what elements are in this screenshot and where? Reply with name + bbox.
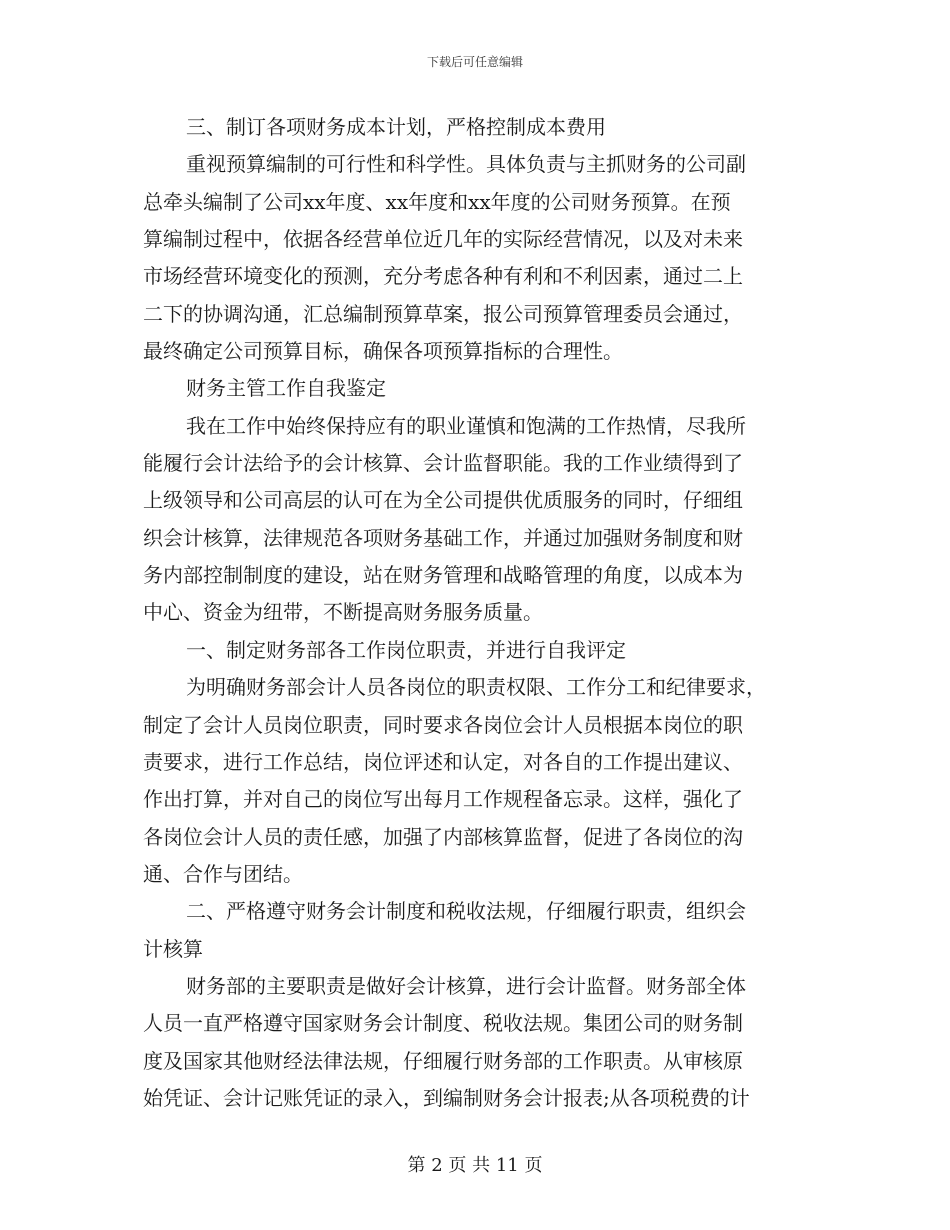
paragraph-line: 制定了会计人员岗位职责，同时要求各岗位会计人员根据本岗位的职 xyxy=(143,712,743,737)
paragraph-line: 为明确财务部会计人员各岗位的职责权限、工作分工和纪律要求， xyxy=(186,675,766,700)
page-header-note: 下载后可任意编辑 xyxy=(426,55,523,69)
section-heading: 一、制定财务部各工作岗位职责，并进行自我评定 xyxy=(186,637,626,662)
paragraph-line: 重视预算编制的可行性和科学性。具体负责与主抓财务的公司副 xyxy=(186,152,746,177)
paragraph-line: 始凭证、会计记账凭证的录入，到编制财务会计报表;从各项税费的计 xyxy=(143,1085,750,1110)
paragraph-line: 中心、资金为纽带，不断提高财务服务质量。 xyxy=(143,600,543,625)
section-heading: 三、制订各项财务成本计划，严格控制成本费用 xyxy=(186,115,606,139)
page-number: 第 2 页 共 11 页 xyxy=(407,1155,543,1176)
paragraph-line: 织会计核算，法律规范各项财务基础工作，并通过加强财务制度和财 xyxy=(143,525,743,550)
section-heading-continued: 计核算 xyxy=(143,936,203,961)
paragraph-line: 作出打算，并对自己的岗位写出每月工作规程备忘录。这样，强化了 xyxy=(143,787,743,812)
paragraph-line: 算编制过程中，依据各经营单位近几年的实际经营情况，以及对未来 xyxy=(143,227,743,252)
paragraph-line: 人员一直严格遵守国家财务会计制度、税收法规。集团公司的财务制 xyxy=(143,1011,743,1036)
section-heading: 二、严格遵守财务会计制度和税收法规，仔细履行职责，组织会 xyxy=(186,899,746,924)
paragraph-line: 责要求，进行工作总结，岗位评述和认定，对各自的工作提出建议、 xyxy=(143,749,743,774)
paragraph-line: 上级领导和公司高层的认可在为全公司提供优质服务的同时，仔细组 xyxy=(143,488,743,513)
paragraph-line: 通、合作与团结。 xyxy=(143,861,303,886)
paragraph-line: 财务部的主要职责是做好会计核算，进行会计监督。财务部全体 xyxy=(186,973,746,998)
paragraph-line: 二下的协调沟通，汇总编制预算草案，报公司预算管理委员会通过， xyxy=(143,301,743,326)
paragraph-line: 总牵头编制了公司xx年度、xx年度和xx年度的公司财务预算。在预 xyxy=(143,189,731,214)
document-body xyxy=(143,112,807,1120)
document-title: 财务主管工作自我鉴定 xyxy=(186,376,386,401)
paragraph-line: 各岗位会计人员的责任感，加强了内部核算监督，促进了各岗位的沟 xyxy=(143,824,743,849)
paragraph-line: 最终确定公司预算目标，确保各项预算指标的合理性。 xyxy=(143,339,623,364)
paragraph-line: 能履行会计法给予的会计核算、会计监督职能。我的工作业绩得到了 xyxy=(143,451,743,476)
paragraph-line: 我在工作中始终保持应有的职业谨慎和饱满的工作热情，尽我所 xyxy=(186,413,746,438)
paragraph-line: 市场经营环境变化的预测，充分考虑各种有利和不利因素，通过二上 xyxy=(143,264,743,289)
paragraph-line: 度及国家其他财经法律法规，仔细履行财务部的工作职责。从审核原 xyxy=(143,1048,743,1073)
paragraph-line: 务内部控制制度的建设，站在财务管理和战略管理的角度，以成本为 xyxy=(143,563,743,588)
